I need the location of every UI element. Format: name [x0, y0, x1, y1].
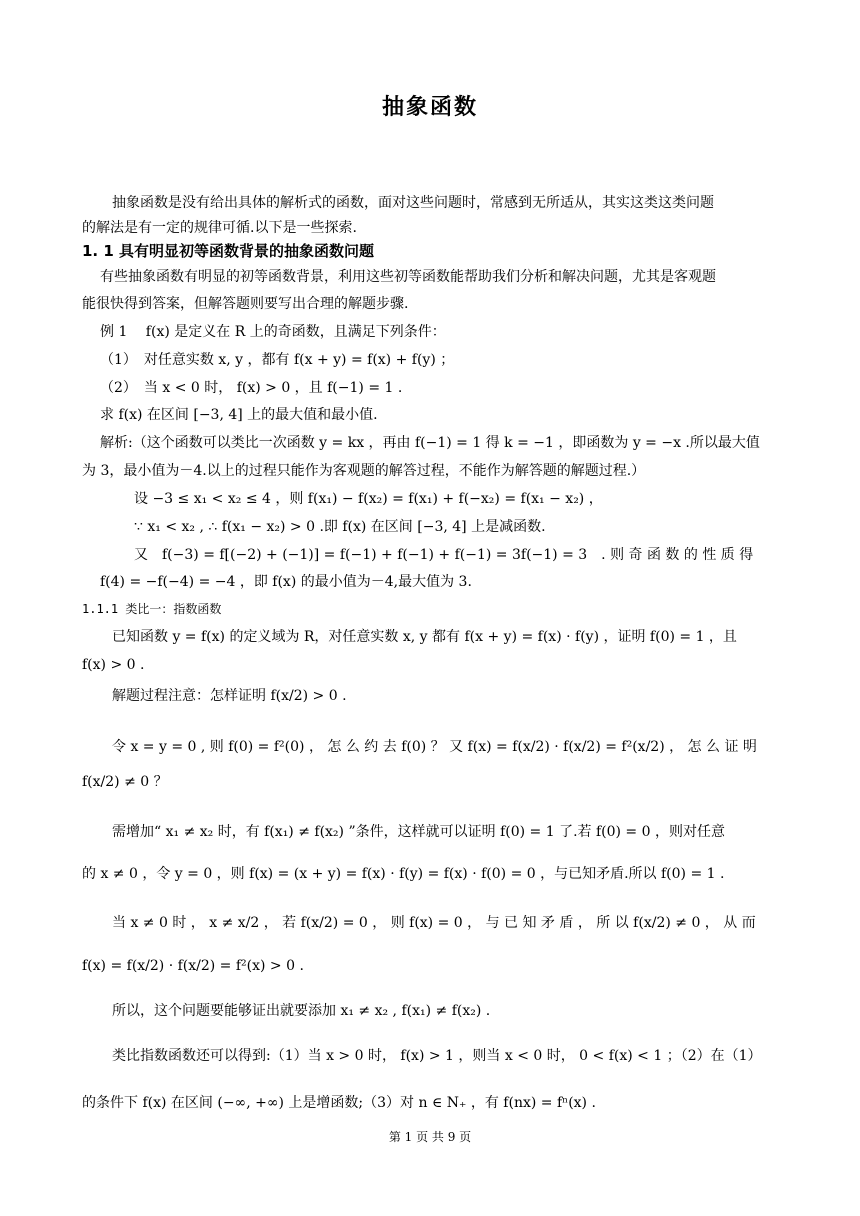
example-1-line-1: 例 1 f(x) 是定义在 R 上的奇函数，且满足下列条件： [100, 324, 446, 340]
page-footer: 第 1 页 共 9 页 [388, 1130, 472, 1144]
example-1-condition-1: （1） 对任意实数 x, y ，都有 f(x + y) = f(x) + f(y) ； [100, 352, 455, 368]
exp-line-3: 解题过程注意：怎样证明 f(x/2) > 0 . [112, 688, 347, 704]
solution-line-4: ∵ x₁ < x₂ , ∴ f(x₁ − x₂) > 0 .即 f(x) 在区间 [−3, 4] 上是减函数. [134, 519, 546, 535]
intro-line-1: 抽象函数是没有给出具体的解析式的函数，面对这些问题时，常感到无所适从，其实这类这类问题 [112, 195, 714, 211]
exp-line-9: f(x) = f(x/2) · f(x/2) = f²(x) > 0 . [82, 958, 304, 974]
exp-line-12: 的条件下 f(x) 在区间 (−∞, +∞) 上是增函数;（3）对 n ∈ N₊ ，有 f(nx) = fⁿ(x) . [82, 1095, 596, 1111]
exp-line-11: 类比指数函数还可以得到:（1）当 x > 0 时， f(x) > 1 ，则当 x < 0 时， 0 < f(x) < 1 ；（2）在（1） [112, 1048, 762, 1064]
exp-line-2: f(x) > 0 . [82, 657, 145, 673]
exp-line-5: f(x/2) ≠ 0 ？ [82, 774, 168, 790]
intro-line-2: 的解法是有一定的规律可循.以下是一些探索. [82, 220, 357, 236]
section-1-1-heading: 1. 1 具有明显初等函数背景的抽象函数问题 [82, 242, 375, 260]
example-1-question: 求 f(x) 在区间 [−3, 4] 上的最大值和最小值. [100, 407, 378, 423]
solution-line-6: f(4) = −f(−4) = −4 ，即 f(x) 的最小值为－4,最大值为 3. [100, 574, 472, 590]
section-1-1-1-heading: 1.1.1 类比一：指数函数 [82, 602, 222, 616]
section-1-1-para-1: 有些抽象函数有明显的初等函数背景，利用这些初等函数能帮助我们分析和解决问题，尤其是客观题 [100, 269, 716, 285]
exp-line-7: 的 x ≠ 0 ，令 y = 0 ，则 f(x) = (x + y) = f(x) · f(y) = f(x) · f(0) = 0 ，与已知矛盾.所以 f(0) = 1 . [82, 866, 725, 882]
solution-line-3: 设 −3 ≤ x₁ < x₂ ≤ 4 ，则 f(x₁) − f(x₂) = f(x₁) + f(−x₂) = f(x₁ − x₂) ， [134, 491, 603, 507]
solution-line-1: 解析:（这个函数可以类比一次函数 y = kx ，再由 f(−1) = 1 得 k = −1 ，即函数为 y = −x .所以最大值 [100, 435, 760, 451]
exp-line-4: 令 x = y = 0 , 则 f(0) = f²(0) ， 怎 么 约 去 f(0) ？ 又 f(x) = f(x/2) · f(x/2) = f²(x/2) ， 怎 么 证 明 [112, 739, 757, 755]
exp-line-10: 所以，这个问题要能够证出就要添加 x₁ ≠ x₂ , f(x₁) ≠ f(x₂) . [112, 1003, 491, 1019]
solution-line-5: 又 f(−3) = f[(−2) + (−1)] = f(−1) + f(−1) + f(−1) = 3f(−1) = 3 . 则 奇 函 数 的 性 质 得 [134, 547, 754, 563]
exp-line-6: 需增加“ x₁ ≠ x₂ 时，有 f(x₁) ≠ f(x₂) ”条件，这样就可以证明 f(0) = 1 了.若 f(0) = 0 ，则对任意 [112, 824, 725, 840]
solution-line-2: 为 3，最小值为－4.以上的过程只能作为客观题的解答过程，不能作为解答题的解题过程.） [82, 463, 646, 479]
exp-line-8: 当 x ≠ 0 时 ， x ≠ x/2 ， 若 f(x/2) = 0 ， 则 f(x) = 0 ， 与 已 知 矛 盾 ， 所 以 f(x/2) ≠ 0 ， 从 而 [112, 915, 756, 931]
example-1-condition-2: （2） 当 x < 0 时， f(x) > 0 ，且 f(−1) = 1 . [100, 380, 403, 396]
section-1-1-para-2: 能很快得到答案，但解答题则要写出合理的解题步骤. [82, 296, 409, 312]
page-title: 抽象函数 [381, 95, 478, 120]
exp-line-1: 已知函数 y = f(x) 的定义域为 R，对任意实数 x, y 都有 f(x + y) = f(x) · f(y) ，证明 f(0) = 1 ，且 [112, 629, 737, 645]
